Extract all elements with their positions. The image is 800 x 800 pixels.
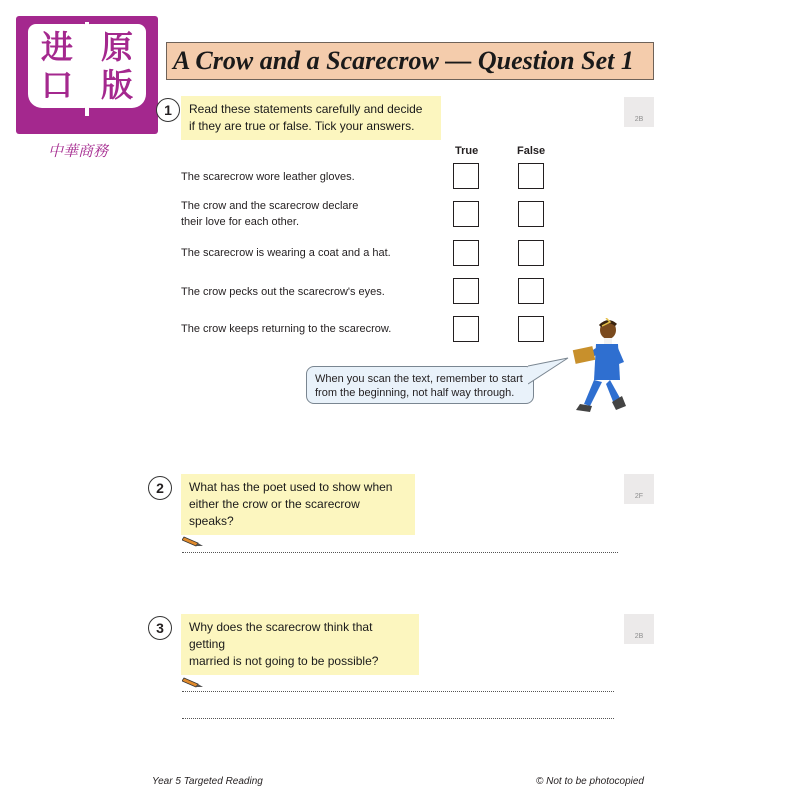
question-3-code: 2B	[624, 614, 654, 644]
logo-char: 版	[100, 66, 133, 104]
question-1-code: 2B	[624, 97, 654, 127]
false-checkbox-2[interactable]	[518, 201, 544, 227]
true-checkbox-3[interactable]	[453, 240, 479, 266]
statement-4: The crow pecks out the scarecrow's eyes.	[181, 286, 385, 298]
false-checkbox-4[interactable]	[518, 278, 544, 304]
book-left-page	[28, 24, 86, 108]
true-checkbox-5[interactable]	[453, 316, 479, 342]
false-checkbox-3[interactable]	[518, 240, 544, 266]
question-1-prompt: Read these statements carefully and decide if they are true or false. Tick your answers.	[181, 96, 441, 140]
false-checkbox-1[interactable]	[518, 163, 544, 189]
statement-3: The scarecrow is wearing a coat and a hat.	[181, 247, 391, 259]
question-number-3: 3	[148, 616, 172, 640]
column-header-false: False	[517, 145, 546, 157]
title-band	[166, 42, 654, 80]
true-checkbox-2[interactable]	[453, 201, 479, 227]
tip-speech-bubble	[306, 366, 534, 404]
pencil-icon	[182, 674, 204, 688]
statement-5: The crow keeps returning to the scarecrow.	[181, 323, 392, 335]
question-2-prompt: What has the poet used to show when either the crow or the scarecrow speaks?	[181, 474, 415, 535]
footer-right: © Not to be photocopied	[536, 776, 644, 787]
false-checkbox-5[interactable]	[518, 316, 544, 342]
logo-char: 原	[100, 28, 133, 66]
question-3-prompt: Why does the scarecrow think that getting married is not going to be possible?	[181, 614, 419, 675]
logo-char: 进	[40, 28, 73, 66]
answer-line-3b[interactable]	[182, 718, 614, 719]
statement-1: The scarecrow wore leather gloves.	[181, 171, 355, 183]
answer-line-2[interactable]	[182, 552, 618, 553]
publisher-logo	[16, 16, 158, 134]
reading-man-illustration	[566, 318, 636, 422]
tip-text: When you scan the text, remember to start from the beginning, not half way through.	[315, 373, 523, 399]
question-number-2: 2	[148, 476, 172, 500]
page-title: A Crow and a Scarecrow — Question Set 1	[173, 46, 634, 75]
answer-line-3a[interactable]	[182, 691, 614, 692]
column-header-true: True	[455, 145, 479, 157]
true-checkbox-1[interactable]	[453, 163, 479, 189]
question-2-code: 2F	[624, 474, 654, 504]
publisher-caption: 中華商務	[48, 142, 109, 160]
book-right-page	[88, 24, 146, 108]
question-number-1: 1	[156, 98, 180, 122]
logo-char: 口	[40, 66, 73, 104]
pencil-icon	[182, 533, 204, 547]
footer-left: Year 5 Targeted Reading	[152, 776, 263, 787]
statement-2: The crow and the scarecrow declare their love for each other.	[181, 200, 359, 228]
true-checkbox-4[interactable]	[453, 278, 479, 304]
